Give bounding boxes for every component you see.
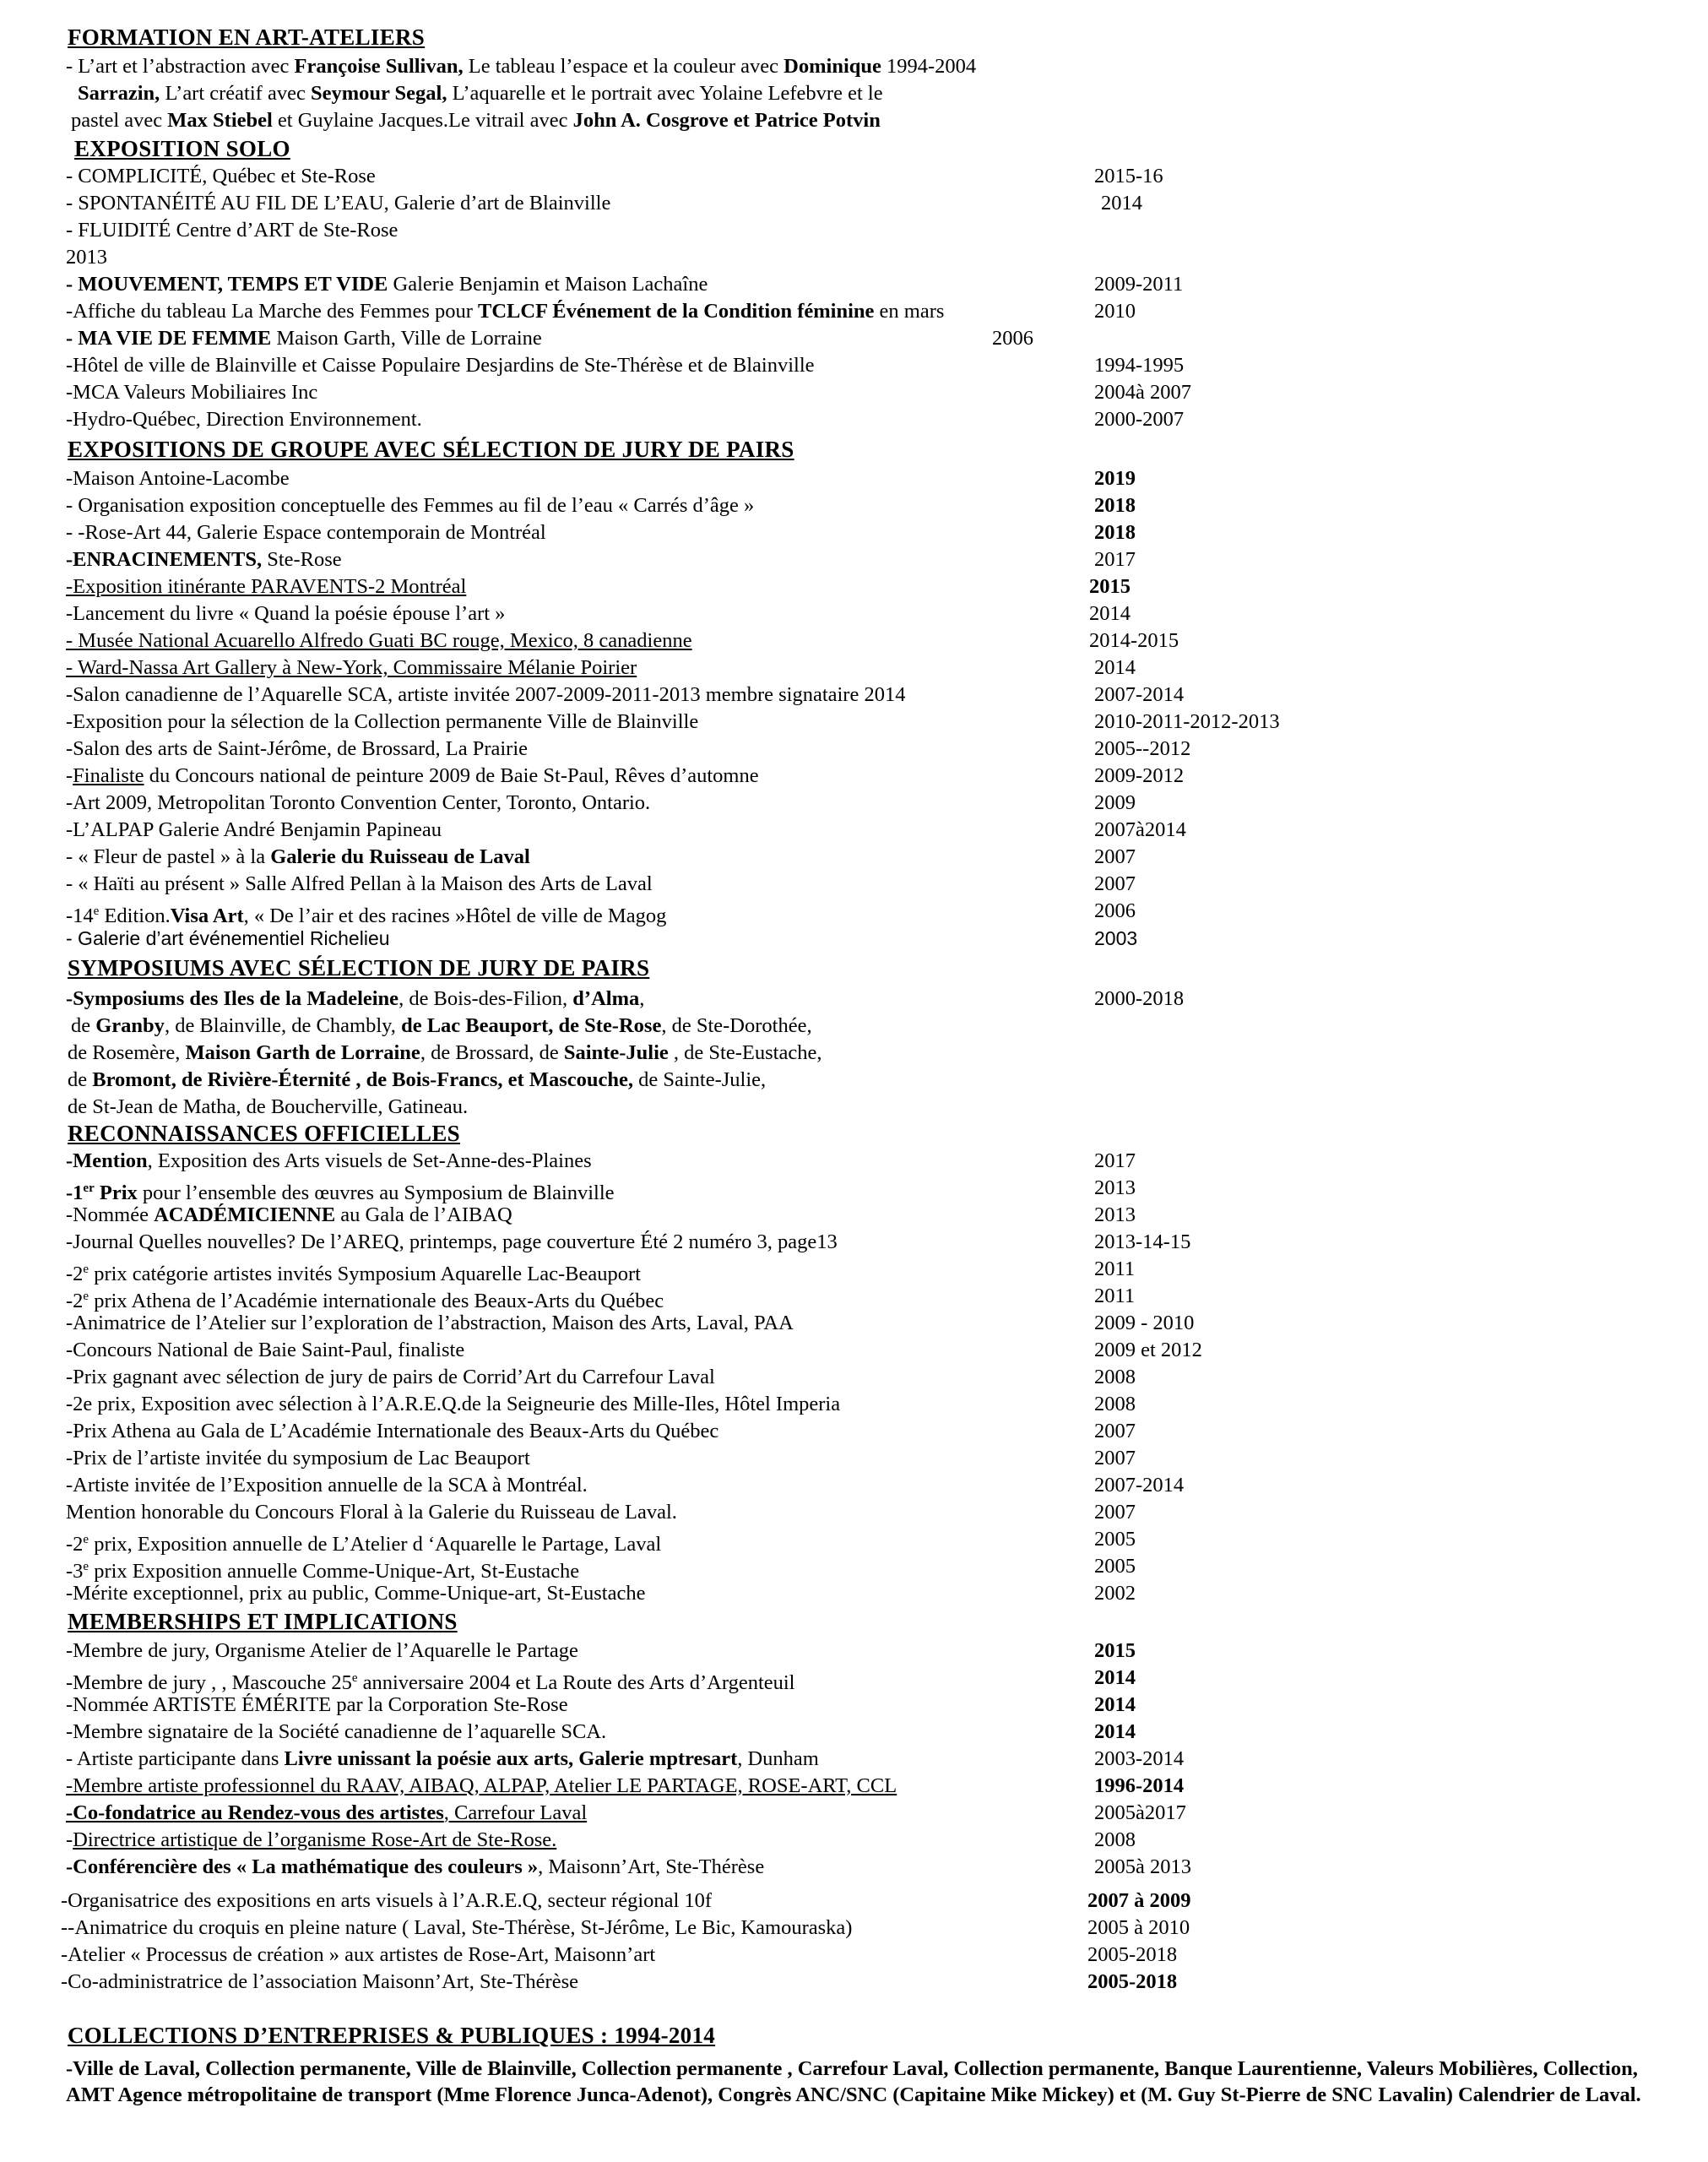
solo-row-5: -Affiche du tableau La Marche des Femmes pour TCLCF Événement de la Condition féminine en mars [66, 300, 945, 323]
members-row-11: --Animatrice du croquis en pleine nature ( Laval, Ste-Thérèse, St-Jérôme, Le Bic, Kamouraska) [61, 1916, 853, 1939]
recon-year-6: 2011 [1094, 1285, 1136, 1307]
recon-row-12: -Prix de l’artiste invitée du symposium de Lac Beauport [66, 1447, 530, 1469]
recon-row-3: -Nommée ACADÉMICIENNE au Gala de l’AIBAQ [66, 1203, 512, 1226]
recon-year-11: 2007 [1094, 1420, 1136, 1442]
solo-row-4: - MOUVEMENT, TEMPS ET VIDE Galerie Benjamin et Maison Lachaîne [66, 273, 708, 296]
solo-row-8: -MCA Valeurs Mobiliaires Inc [66, 381, 318, 404]
groupe-row-3: - -Rose-Art 44, Galerie Espace contemporain de Montréal [66, 521, 546, 544]
solo-year-6: 2006 [992, 327, 1033, 350]
recon-row-4: -Journal Quelles nouvelles? De l’AREQ, printemps, page couverture Été 2 numéro 3, page13 [66, 1230, 838, 1253]
recon-year-14: 2007 [1094, 1501, 1136, 1524]
groupe-year-5: 2015 [1089, 575, 1131, 598]
heading-groupe: EXPOSITIONS DE GROUPE AVEC SÉLECTION DE JURY DE PAIRS [68, 437, 794, 462]
groupe-year-7: 2014-2015 [1089, 629, 1179, 652]
recon-year-16: 2005 [1094, 1555, 1136, 1578]
members-year-8: 2008 [1094, 1828, 1136, 1851]
members-row-8: -Directrice artistique de l’organisme Rose-Art de Ste-Rose. [66, 1828, 557, 1851]
solo-row-9: -Hydro-Québec, Direction Environnement. [66, 408, 422, 431]
members-year-11: 2005 à 2010 [1087, 1916, 1190, 1939]
recon-year-3: 2013 [1094, 1203, 1136, 1226]
groupe-year-12: 2009-2012 [1094, 764, 1185, 787]
groupe-row-17: -14e Edition.Visa Art, « De l’air et des racines »Hôtel de ville de Magog [66, 904, 667, 928]
groupe-row-12: -Finaliste du Concours national de peinture 2009 de Baie St-Paul, Rêves d’automne [66, 764, 759, 787]
groupe-year-18: 2003 [1094, 927, 1138, 949]
members-year-1: 2015 [1094, 1639, 1136, 1662]
recon-row-9: -Prix gagnant avec sélection de jury de pairs de Corrid’Art du Carrefour Laval [66, 1366, 715, 1388]
recon-row-8: -Concours National de Baie Saint-Paul, finaliste [66, 1339, 465, 1361]
groupe-year-9: 2007-2014 [1094, 683, 1185, 706]
groupe-year-11: 2005--2012 [1094, 737, 1191, 760]
recon-year-7: 2009 - 2010 [1094, 1312, 1195, 1334]
members-year-4: 2014 [1094, 1720, 1136, 1743]
solo-year-1: 2015-16 [1094, 165, 1163, 187]
groupe-year-6: 2014 [1089, 602, 1131, 625]
members-row-6: -Membre artiste professionnel du RAAV, AIBAQ, ALPAP, Atelier LE PARTAGE, ROSE-ART, CCL [66, 1774, 897, 1797]
formation-line-1: - L’art et l’abstraction avec Françoise Sullivan, Le tableau l’espace et la couleur avec Dominique 1994-2004 [66, 55, 977, 78]
solo-year-8: 2004à 2007 [1094, 381, 1191, 404]
members-row-10: -Organisatrice des expositions en arts visuels à l’A.R.E.Q, secteur régional 10f [61, 1889, 713, 1912]
members-row-7: -Co-fondatrice au Rendez-vous des artistes, Carrefour Laval [66, 1801, 588, 1824]
recon-year-13: 2007-2014 [1094, 1474, 1185, 1497]
recon-row-2: -1er Prix pour l’ensemble des œuvres au Symposium de Blainville [66, 1181, 615, 1205]
members-year-10: 2007 à 2009 [1087, 1889, 1191, 1912]
groupe-row-2: - Organisation exposition conceptuelle des Femmes au fil de l’eau « Carrés d’âge » [66, 494, 755, 517]
heading-solo: EXPOSITION SOLO [74, 136, 290, 161]
groupe-row-15: - « Fleur de pastel » à la Galerie du Ruisseau de Laval [66, 845, 530, 868]
members-year-9: 2005à 2013 [1094, 1855, 1191, 1878]
heading-collections: COLLECTIONS D’ENTREPRISES & PUBLIQUES : 1994-2014 [68, 2023, 716, 2048]
recon-year-10: 2008 [1094, 1393, 1136, 1415]
groupe-year-16: 2007 [1094, 872, 1136, 895]
solo-year-4: 2009-2011 [1094, 273, 1184, 296]
recon-row-11: -Prix Athena au Gala de L’Académie Internationale des Beaux-Arts du Québec [66, 1420, 719, 1442]
groupe-row-4: -ENRACINEMENTS, Ste-Rose [66, 548, 342, 571]
members-row-9: -Conférencière des « La mathématique des couleurs », Maisonn’Art, Ste-Thérèse [66, 1855, 765, 1878]
groupe-row-6: -Lancement du livre « Quand la poésie épouse l’art » [66, 602, 506, 625]
groupe-year-13: 2009 [1094, 791, 1136, 814]
recon-row-17: -Mérite exceptionnel, prix au public, Comme-Unique-art, St-Eustache [66, 1582, 646, 1605]
solo-year-9: 2000-2007 [1094, 408, 1185, 431]
solo-year-7: 1994-1995 [1094, 354, 1185, 377]
groupe-row-7: - Musée National Acuarello Alfredo Guati BC rouge, Mexico, 8 canadienne [66, 629, 692, 652]
groupe-year-1: 2019 [1094, 467, 1136, 490]
members-year-2: 2014 [1094, 1666, 1136, 1689]
groupe-row-13: -Art 2009, Metropolitan Toronto Convention Center, Toronto, Ontario. [66, 791, 651, 814]
groupe-year-2: 2018 [1094, 494, 1136, 517]
members-row-2: -Membre de jury , , Mascouche 25e anniversaire 2004 et La Route des Arts d’Argenteuil [66, 1671, 795, 1695]
recon-year-17: 2002 [1094, 1582, 1136, 1605]
groupe-row-8: - Ward-Nassa Art Gallery à New-York, Commissaire Mélanie Poirier [66, 656, 637, 679]
solo-year-5: 2010 [1094, 300, 1136, 323]
symposium-line-2: de Granby, de Blainville, de Chambly, de Lac Beauport, de Ste-Rose, de Ste-Dorothée, [71, 1014, 812, 1037]
groupe-row-5: -Exposition itinérante PARAVENTS-2 Montréal [66, 575, 467, 598]
members-row-1: -Membre de jury, Organisme Atelier de l’Aquarelle le Partage [66, 1639, 578, 1662]
groupe-row-11: -Salon des arts de Saint-Jérôme, de Brossard, La Prairie [66, 737, 529, 760]
members-row-5: - Artiste participante dans Livre unissant la poésie aux arts, Galerie mptresart, Dunham [66, 1747, 819, 1770]
recon-row-1: -Mention, Exposition des Arts visuels de Set-Anne-des-Plaines [66, 1149, 592, 1172]
recon-year-15: 2005 [1094, 1528, 1136, 1551]
groupe-row-1: -Maison Antoine-Lacombe [66, 467, 290, 490]
members-row-12: -Atelier « Processus de création » aux artistes de Rose-Art, Maisonn’art [61, 1943, 656, 1966]
members-year-6: 1996-2014 [1094, 1774, 1185, 1797]
heading-formation: FORMATION EN ART-ATELIERS [68, 24, 426, 50]
groupe-year-8: 2014 [1094, 656, 1136, 679]
collections-text: -Ville de Laval, Collection permanente, Ville de Blainville, Collection permanente , Carrefour Laval, Collection permanente, Banque Laurentienne, Valeurs Mobilières, Collection, AMT Agence métropolitaine de transport (Mme Florence Junca-Adenot), Congrès ANC/SNC (Capitaine Mike Mickey) et (M. Guy St-Pierre de SNC Lavalin) Calendrier de Laval. [66, 2057, 1641, 2106]
solo-row-3: - FLUIDITÉ Centre d’ART de Ste-Rose [66, 219, 399, 242]
members-row-3: -Nommée ARTISTE ÉMÉRITE par la Corporation Ste-Rose [66, 1693, 568, 1716]
solo-row-7: -Hôtel de ville de Blainville et Caisse Populaire Desjardins de Ste-Thérèse et de Blainville [66, 354, 815, 377]
groupe-row-18: - Galerie d’art événementiel Richelieu [66, 927, 390, 949]
recon-row-7: -Animatrice de l’Atelier sur l’exploration de l’abstraction, Maison des Arts, Laval, PAA [66, 1312, 794, 1334]
members-year-7: 2005à2017 [1094, 1801, 1186, 1824]
groupe-year-14: 2007à2014 [1094, 818, 1186, 841]
heading-members: MEMBERSHIPS ET IMPLICATIONS [68, 1609, 458, 1634]
groupe-year-10: 2010-2011-2012-2013 [1094, 710, 1280, 733]
symposium-line-1: -Symposiums des Iles de la Madeleine, de Bois-des-Filion, d’Alma, [66, 987, 645, 1010]
members-year-13: 2005-2018 [1087, 1970, 1178, 1993]
recon-year-8: 2009 et 2012 [1094, 1339, 1202, 1361]
formation-line-2: Sarrazin, L’art créatif avec Seymour Segal, L’aquarelle et le portrait avec Yolaine Lefebvre et le [78, 82, 883, 105]
solo-row-3-year: 2013 [66, 246, 107, 269]
solo-year-2: 2014 [1101, 192, 1142, 215]
recon-year-5: 2011 [1094, 1258, 1136, 1280]
recon-row-15: -2e prix, Exposition annuelle de L’Atelier d ‘Aquarelle le Partage, Laval [66, 1533, 662, 1556]
symposium-year: 2000-2018 [1094, 987, 1185, 1010]
recon-row-10: -2e prix, Exposition avec sélection à l’A.R.E.Q.de la Seigneurie des Mille-Iles, Hôtel Imperia [66, 1393, 841, 1415]
groupe-year-15: 2007 [1094, 845, 1136, 868]
groupe-row-14: -L’ALPAP Galerie André Benjamin Papineau [66, 818, 442, 841]
groupe-row-16: - « Haïti au présent » Salle Alfred Pellan à la Maison des Arts de Laval [66, 872, 653, 895]
symposium-line-3: de Rosemère, Maison Garth de Lorraine, de Brossard, de Sainte-Julie , de Ste-Eustache, [68, 1041, 822, 1064]
recon-year-9: 2008 [1094, 1366, 1136, 1388]
recon-year-4: 2013-14-15 [1094, 1230, 1191, 1253]
groupe-year-4: 2017 [1094, 548, 1136, 571]
groupe-year-3: 2018 [1094, 521, 1136, 544]
formation-line-3: pastel avec Max Stiebel et Guylaine Jacques.Le vitrail avec John A. Cosgrove et Patrice Potvin [71, 109, 881, 132]
recon-year-12: 2007 [1094, 1447, 1136, 1469]
solo-row-2: - SPONTANÉITÉ AU FIL DE L’EAU, Galerie d’art de Blainville [66, 192, 611, 215]
solo-row-1: - COMPLICITÉ, Québec et Ste-Rose [66, 165, 376, 187]
members-year-3: 2014 [1094, 1693, 1136, 1716]
recon-row-6: -2e prix Athena de l’Académie internationale des Beaux-Arts du Québec [66, 1290, 664, 1313]
groupe-row-10: -Exposition pour la sélection de la Collection permanente Ville de Blainville [66, 710, 699, 733]
heading-symposium: SYMPOSIUMS AVEC SÉLECTION DE JURY DE PAIRS [68, 955, 650, 981]
members-row-13: -Co-administratrice de l’association Maisonn’Art, Ste-Thérèse [61, 1970, 578, 1993]
symposium-line-5: de St-Jean de Matha, de Boucherville, Gatineau. [68, 1095, 469, 1118]
recon-row-16: -3e prix Exposition annuelle Comme-Unique-Art, St-Eustache [66, 1560, 580, 1583]
groupe-year-17: 2006 [1094, 899, 1136, 922]
recon-year-1: 2017 [1094, 1149, 1136, 1172]
members-year-12: 2005-2018 [1087, 1943, 1178, 1966]
recon-row-14: Mention honorable du Concours Floral à la Galerie du Ruisseau de Laval. [66, 1501, 677, 1524]
symposium-line-4: de Bromont, de Rivière-Éternité , de Bois-Francs, et Mascouche, de Sainte-Julie, [68, 1068, 767, 1091]
members-year-5: 2003-2014 [1094, 1747, 1185, 1770]
heading-recon: RECONNAISSANCES OFFICIELLES [68, 1121, 460, 1146]
members-row-4: -Membre signataire de la Société canadienne de l’aquarelle SCA. [66, 1720, 607, 1743]
groupe-row-9: -Salon canadienne de l’Aquarelle SCA, artiste invitée 2007-2009-2011-2013 membre signataire 2014 [66, 683, 906, 706]
recon-row-13: -Artiste invitée de l’Exposition annuelle de la SCA à Montréal. [66, 1474, 588, 1497]
recon-year-2: 2013 [1094, 1176, 1136, 1199]
recon-row-5: -2e prix catégorie artistes invités Symposium Aquarelle Lac-Beauport [66, 1263, 641, 1286]
solo-row-6: - MA VIE DE FEMME Maison Garth, Ville de Lorraine [66, 327, 542, 350]
